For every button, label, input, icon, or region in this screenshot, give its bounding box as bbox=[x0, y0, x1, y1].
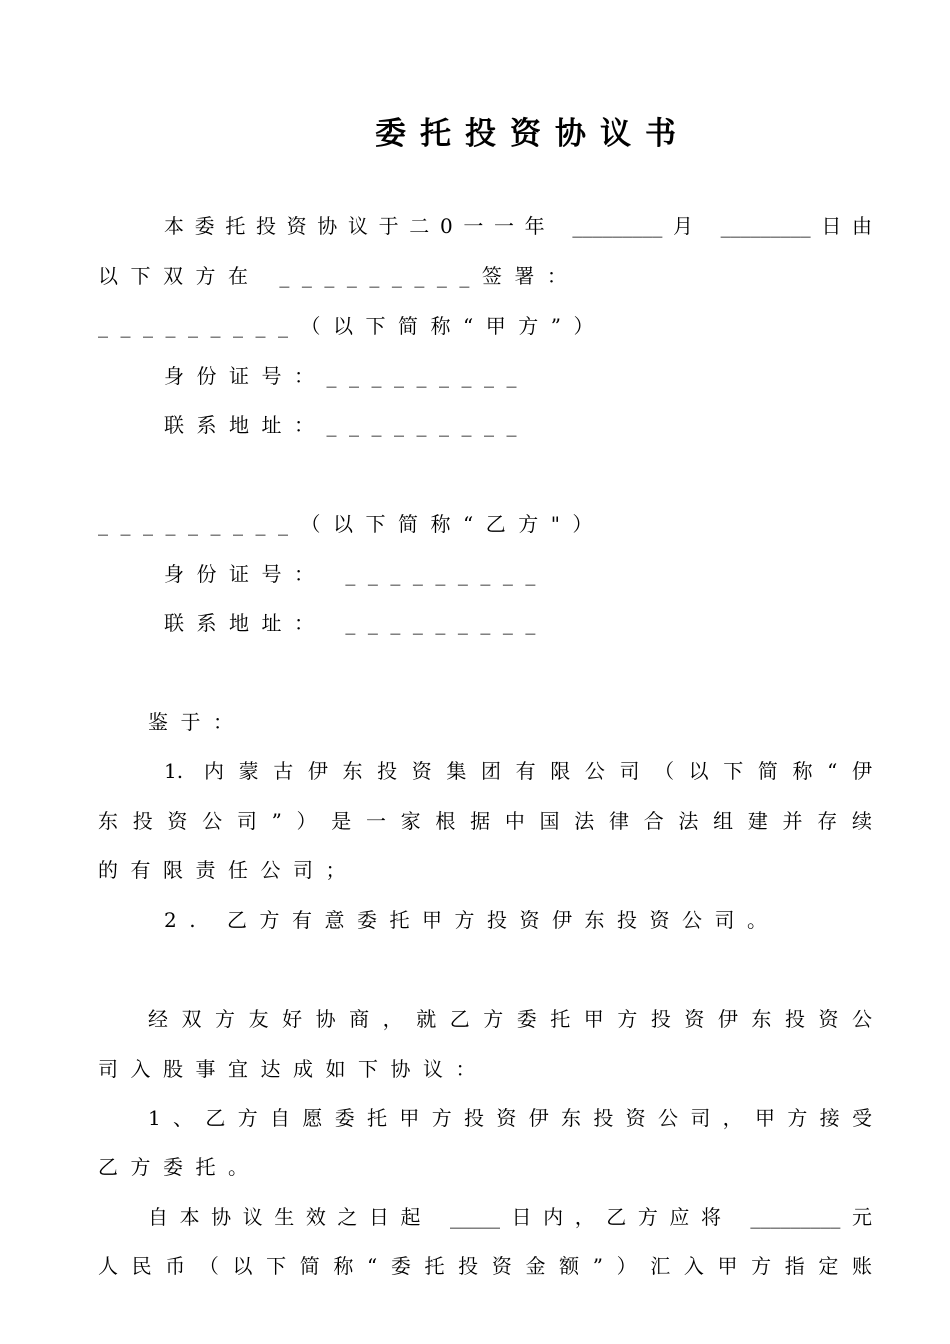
party-b-id: 身份证号： _________ bbox=[164, 562, 548, 586]
clause-1-line-3: 自本协议生效之日起 _____日内，乙方应将 _________元 bbox=[148, 1205, 872, 1229]
whereas-2: 2. 乙方有意委托甲方投资伊东投资公司。 bbox=[164, 908, 780, 932]
whereas-1-line-2: 东投资公司”）是一家根据中国法律合法组建并存续 bbox=[98, 809, 872, 833]
clause-1-line-4: 人民币（以下简称“委托投资金额”）汇入甲方指定账 bbox=[98, 1254, 872, 1278]
party-a-name: _________（以下简称“甲方”） bbox=[98, 314, 606, 338]
clause-1-line-2: 乙方委托。 bbox=[98, 1155, 261, 1179]
document-title: 委托投资协议书 bbox=[375, 116, 690, 152]
whereas-heading: 鉴于： bbox=[148, 710, 246, 734]
intro-line-1: 本委托投资协议于二0一一年 _________月 _________日由 bbox=[164, 214, 872, 238]
party-a-address: 联系地址：_________ bbox=[164, 413, 529, 437]
whereas-1-line-3: 的有限责任公司； bbox=[98, 858, 358, 882]
intro-line-2: 以下双方在 _________签署： bbox=[98, 264, 580, 288]
agreement-intro-line-2: 司入股事宜达成如下协议： bbox=[98, 1057, 488, 1081]
agreement-intro-line-1: 经双方友好协商，就乙方委托甲方投资伊东投资公 bbox=[148, 1007, 872, 1031]
clause-1-line-1: 1、乙方自愿委托甲方投资伊东投资公司，甲方接受 bbox=[148, 1106, 872, 1130]
party-b-address: 联系地址： _________ bbox=[164, 611, 548, 635]
whereas-1-line-1: 1. 内蒙古伊东投资集团有限公司（以下简称“伊 bbox=[164, 759, 872, 783]
party-b-name: _________（以下简称“乙方"） bbox=[98, 512, 605, 536]
party-a-id: 身份证号：_________ bbox=[164, 364, 529, 388]
